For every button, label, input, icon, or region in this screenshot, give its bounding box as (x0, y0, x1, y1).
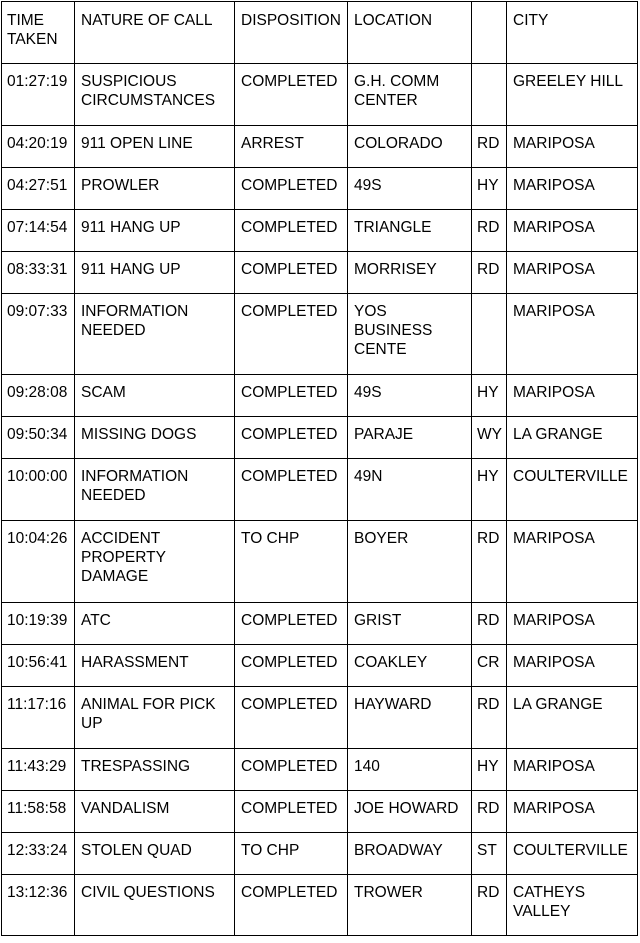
disposition-cell: COMPLETED (235, 459, 348, 521)
table-row (2, 64, 638, 126)
table-row (2, 875, 638, 936)
time-cell: 04:20:19 (2, 126, 75, 168)
time-cell: 11:43:29 (2, 749, 75, 791)
location-cell: HAYWARD (348, 687, 472, 749)
city-cell: MARIPOSA (507, 521, 638, 603)
time-cell: 08:33:31 (2, 252, 75, 294)
nature-of-call-cell: ATC (75, 603, 235, 645)
city-cell: MARIPOSA (507, 375, 638, 417)
location-cell: COAKLEY (348, 645, 472, 687)
call-log-body (2, 2, 638, 936)
table-row (2, 126, 638, 168)
city-cell: CATHEYS VALLEY (507, 875, 638, 936)
nature-of-call-cell: SCAM (75, 375, 235, 417)
disposition-cell: ARREST (235, 126, 348, 168)
location-cell: YOS BUSINESS CENTE (348, 294, 472, 375)
city-cell: MARIPOSA (507, 126, 638, 168)
location-cell: COLORADO (348, 126, 472, 168)
disposition-cell: COMPLETED (235, 875, 348, 936)
table-row (2, 749, 638, 791)
disposition-cell: TO CHP (235, 833, 348, 875)
street-suffix-cell: RD (472, 603, 507, 645)
location-cell: G.H. COMM CENTER (348, 64, 472, 126)
street-suffix-cell: WY (472, 417, 507, 459)
time-cell: 11:58:58 (2, 791, 75, 833)
nature-of-call-cell: INFORMATION NEEDED (75, 459, 235, 521)
location-cell: MORRISEY (348, 252, 472, 294)
street-suffix-cell: RD (472, 875, 507, 936)
time-cell: 12:33:24 (2, 833, 75, 875)
street-suffix-cell: RD (472, 126, 507, 168)
table-row (2, 294, 638, 375)
table-row (2, 687, 638, 749)
disposition-cell: COMPLETED (235, 417, 348, 459)
street-suffix-cell: RD (472, 252, 507, 294)
disposition-cell: COMPLETED (235, 603, 348, 645)
table-row (2, 252, 638, 294)
header-location: LOCATION (348, 2, 472, 64)
table-row (2, 833, 638, 875)
disposition-cell: TO CHP (235, 521, 348, 603)
header-time-taken: TIME TAKEN (2, 2, 75, 64)
table-row (2, 791, 638, 833)
location-cell: GRIST (348, 603, 472, 645)
table-row (2, 521, 638, 603)
disposition-cell: COMPLETED (235, 645, 348, 687)
city-cell: MARIPOSA (507, 749, 638, 791)
disposition-cell: COMPLETED (235, 252, 348, 294)
location-cell: BROADWAY (348, 833, 472, 875)
location-cell: BOYER (348, 521, 472, 603)
nature-of-call-cell: ANIMAL FOR PICK UP (75, 687, 235, 749)
street-suffix-cell: HY (472, 749, 507, 791)
header-disposition: DISPOSITION (235, 2, 348, 64)
street-suffix-cell: RD (472, 210, 507, 252)
location-cell: TROWER (348, 875, 472, 936)
nature-of-call-cell: HARASSMENT (75, 645, 235, 687)
time-cell: 10:04:26 (2, 521, 75, 603)
disposition-cell: COMPLETED (235, 749, 348, 791)
location-cell: TRIANGLE (348, 210, 472, 252)
street-suffix-cell: HY (472, 168, 507, 210)
header-city: CITY (507, 2, 638, 64)
call-log-table (1, 1, 638, 936)
header-nature-of-call: NATURE OF CALL (75, 2, 235, 64)
disposition-cell: COMPLETED (235, 687, 348, 749)
time-cell: 07:14:54 (2, 210, 75, 252)
header-row (2, 2, 638, 64)
street-suffix-cell: HY (472, 375, 507, 417)
location-cell: 49S (348, 168, 472, 210)
nature-of-call-cell: SUSPICIOUS CIRCUMSTANCES (75, 64, 235, 126)
table-row (2, 459, 638, 521)
nature-of-call-cell: VANDALISM (75, 791, 235, 833)
table-row (2, 603, 638, 645)
time-cell: 09:50:34 (2, 417, 75, 459)
location-cell: PARAJE (348, 417, 472, 459)
street-suffix-cell: RD (472, 687, 507, 749)
table-row (2, 375, 638, 417)
location-cell: 49S (348, 375, 472, 417)
table-row (2, 210, 638, 252)
location-cell: JOE HOWARD (348, 791, 472, 833)
street-suffix-cell (472, 294, 507, 375)
table-row (2, 645, 638, 687)
street-suffix-cell: RD (472, 791, 507, 833)
time-cell: 10:19:39 (2, 603, 75, 645)
nature-of-call-cell: 911 HANG UP (75, 210, 235, 252)
city-cell: GREELEY HILL (507, 64, 638, 126)
nature-of-call-cell: PROWLER (75, 168, 235, 210)
city-cell: MARIPOSA (507, 791, 638, 833)
street-suffix-cell: CR (472, 645, 507, 687)
table-row (2, 417, 638, 459)
header-street-suffix (472, 2, 507, 64)
nature-of-call-cell: 911 OPEN LINE (75, 126, 235, 168)
time-cell: 09:07:33 (2, 294, 75, 375)
city-cell: COULTERVILLE (507, 459, 638, 521)
time-cell: 01:27:19 (2, 64, 75, 126)
time-cell: 13:12:36 (2, 875, 75, 936)
nature-of-call-cell: MISSING DOGS (75, 417, 235, 459)
street-suffix-cell: HY (472, 459, 507, 521)
time-cell: 10:00:00 (2, 459, 75, 521)
street-suffix-cell (472, 64, 507, 126)
city-cell: MARIPOSA (507, 168, 638, 210)
nature-of-call-cell: TRESPASSING (75, 749, 235, 791)
city-cell: COULTERVILLE (507, 833, 638, 875)
city-cell: LA GRANGE (507, 417, 638, 459)
nature-of-call-cell: INFORMATION NEEDED (75, 294, 235, 375)
time-cell: 09:28:08 (2, 375, 75, 417)
location-cell: 49N (348, 459, 472, 521)
disposition-cell: COMPLETED (235, 791, 348, 833)
city-cell: LA GRANGE (507, 687, 638, 749)
disposition-cell: COMPLETED (235, 375, 348, 417)
time-cell: 10:56:41 (2, 645, 75, 687)
time-cell: 04:27:51 (2, 168, 75, 210)
location-cell: 140 (348, 749, 472, 791)
disposition-cell: COMPLETED (235, 210, 348, 252)
street-suffix-cell: RD (472, 521, 507, 603)
city-cell: MARIPOSA (507, 210, 638, 252)
disposition-cell: COMPLETED (235, 168, 348, 210)
disposition-cell: COMPLETED (235, 64, 348, 126)
nature-of-call-cell: ACCIDENT PROPERTY DAMAGE (75, 521, 235, 603)
city-cell: MARIPOSA (507, 252, 638, 294)
table-row (2, 168, 638, 210)
city-cell: MARIPOSA (507, 294, 638, 375)
nature-of-call-cell: CIVIL QUESTIONS (75, 875, 235, 936)
city-cell: MARIPOSA (507, 645, 638, 687)
disposition-cell: COMPLETED (235, 294, 348, 375)
nature-of-call-cell: STOLEN QUAD (75, 833, 235, 875)
nature-of-call-cell: 911 HANG UP (75, 252, 235, 294)
street-suffix-cell: ST (472, 833, 507, 875)
city-cell: MARIPOSA (507, 603, 638, 645)
time-cell: 11:17:16 (2, 687, 75, 749)
